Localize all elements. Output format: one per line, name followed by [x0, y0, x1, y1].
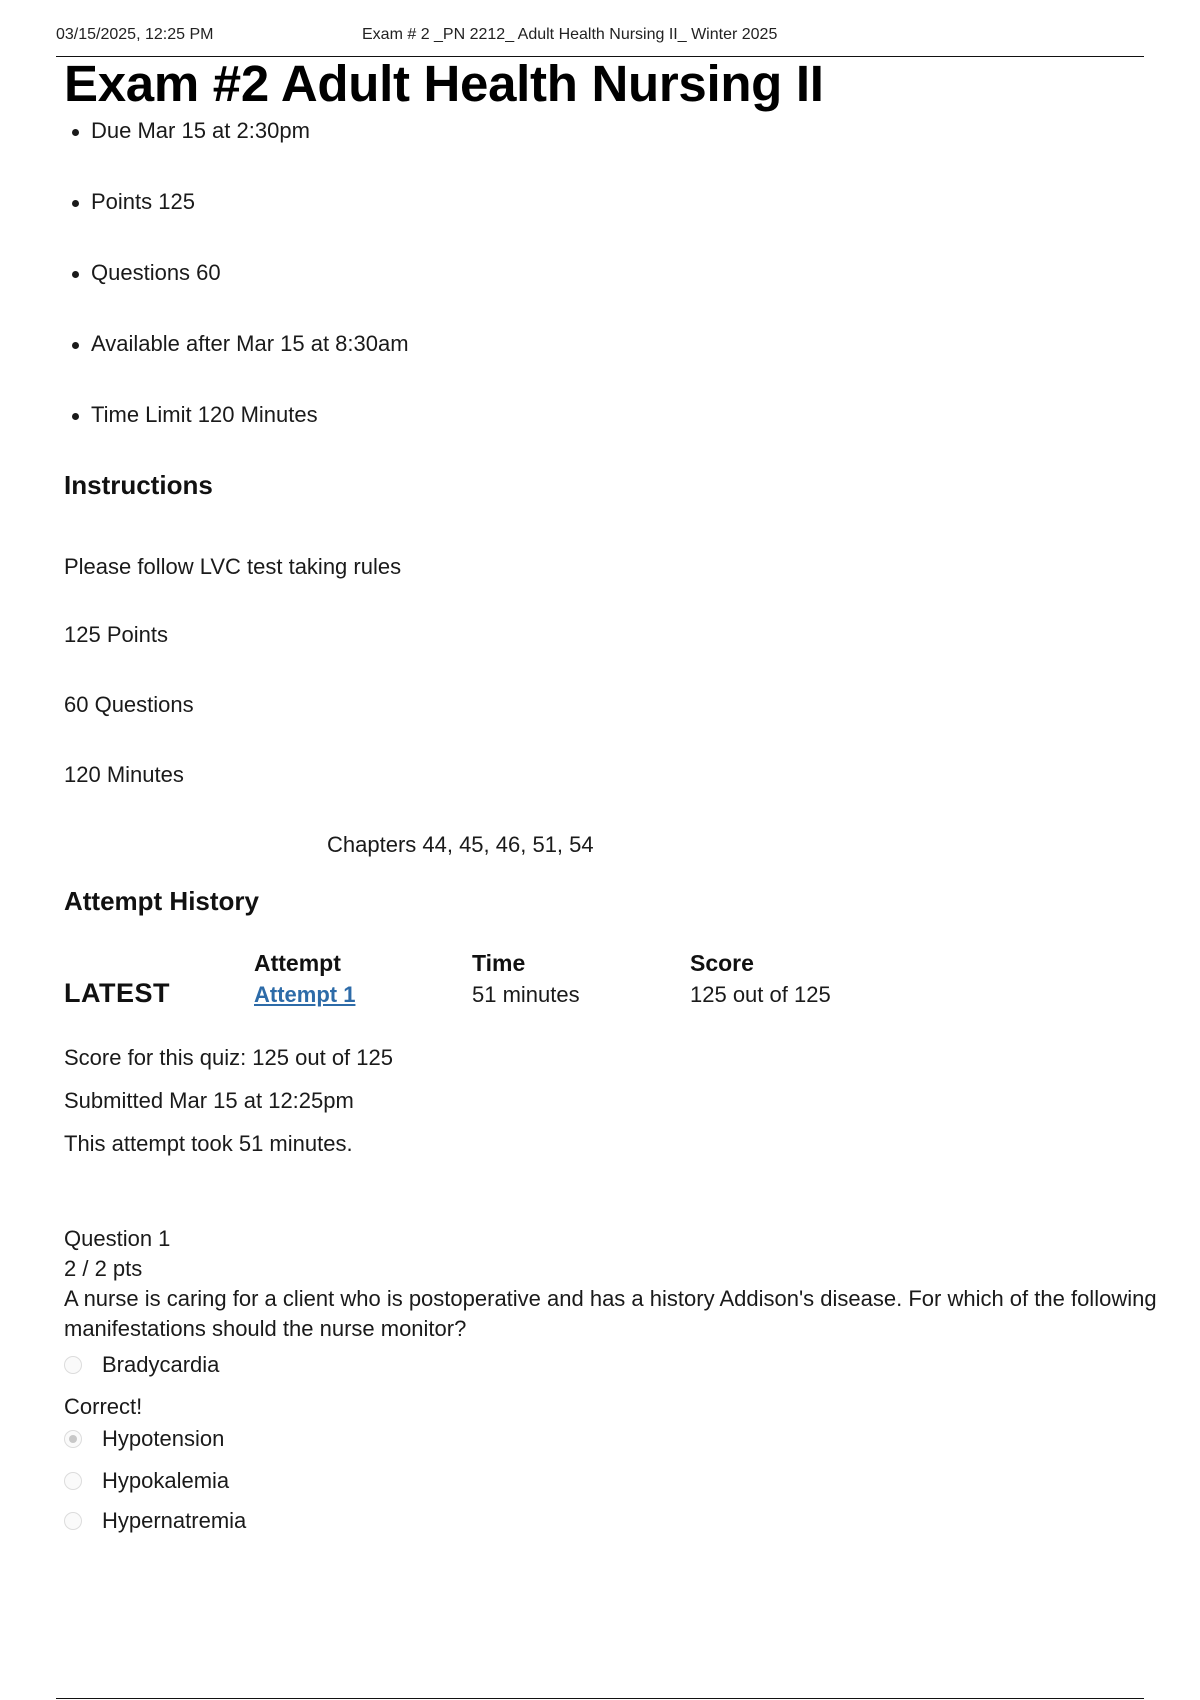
attempt-history-heading: Attempt History	[64, 886, 260, 916]
radio-button-icon[interactable]	[64, 1356, 82, 1374]
detail-time-limit-text: Time Limit 120 Minutes	[91, 402, 318, 427]
attempt-history-table	[64, 948, 864, 1018]
answer-text: Bradycardia	[102, 1352, 220, 1377]
bullet-icon	[72, 413, 79, 420]
detail-available-text: Available after Mar 15 at 8:30am	[91, 331, 409, 356]
detail-points	[72, 187, 409, 258]
latest-label: LATEST	[64, 978, 170, 1008]
answer-text: Hypotension	[102, 1426, 225, 1451]
print-datetime: 03/15/2025, 12:25 PM	[56, 26, 214, 43]
instructions-heading: Instructions	[64, 470, 213, 500]
detail-due-text: Due Mar 15 at 2:30pm	[91, 118, 310, 143]
page-title: Exam #2 Adult Health Nursing II	[64, 55, 824, 112]
question-number: Question 1	[64, 1226, 171, 1251]
column-header-score: Score	[690, 950, 754, 976]
radio-button-icon[interactable]	[64, 1512, 82, 1530]
column-header-attempt: Attempt	[254, 950, 341, 976]
detail-time-limit	[72, 400, 409, 471]
bullet-icon	[72, 271, 79, 278]
attempt-cell	[254, 978, 355, 1012]
attempt-column	[254, 948, 355, 1012]
question-1	[64, 1224, 1174, 1533]
question-text: A nurse is caring for a client who is postoperative and has a history Addison's disease. For which of the following manifestations should the nurse monitor?	[64, 1286, 1157, 1341]
column-header-time: Time	[472, 950, 526, 976]
attempt-time-cell: 51 minutes	[472, 982, 580, 1007]
bullet-icon	[72, 342, 79, 349]
answer-text: Hypokalemia	[102, 1468, 230, 1493]
time-column	[472, 948, 580, 1012]
instructions-line: Please follow LVC test taking rules	[64, 554, 402, 579]
detail-points-text: Points 125	[91, 189, 195, 214]
instructions-line: 120 Minutes	[64, 762, 184, 787]
detail-due	[72, 116, 409, 187]
instructions-line: 60 Questions	[64, 692, 194, 717]
detail-available	[72, 329, 409, 400]
attempt-score-cell: 125 out of 125	[690, 982, 831, 1007]
attempt-1-link[interactable]: Attempt 1	[254, 982, 356, 1007]
radio-button-icon[interactable]	[64, 1472, 82, 1490]
correct-answer-label: Correct!	[64, 1394, 143, 1419]
detail-questions-text: Questions 60	[91, 260, 221, 285]
quiz-details-list	[72, 116, 409, 471]
instructions-line: 125 Points	[64, 622, 168, 647]
attempt-duration-line: This attempt took 51 minutes.	[64, 1131, 353, 1156]
submitted-line: Submitted Mar 15 at 12:25pm	[64, 1088, 354, 1113]
print-document-title: Exam # 2 _PN 2212_ Adult Health Nursing II_ Winter 2025	[362, 26, 778, 43]
quiz-score-line: Score for this quiz: 125 out of 125	[64, 1045, 393, 1070]
footer-divider	[56, 1698, 1144, 1699]
answer-text: Hypernatremia	[102, 1508, 247, 1533]
print-header	[56, 26, 1144, 56]
bullet-icon	[72, 129, 79, 136]
instructions-chapters: Chapters 44, 45, 46, 51, 54	[327, 832, 594, 857]
score-column	[690, 948, 831, 1012]
radio-button-selected-icon[interactable]	[64, 1430, 82, 1448]
detail-questions	[72, 258, 409, 329]
bullet-icon	[72, 200, 79, 207]
question-points: 2 / 2 pts	[64, 1256, 143, 1281]
